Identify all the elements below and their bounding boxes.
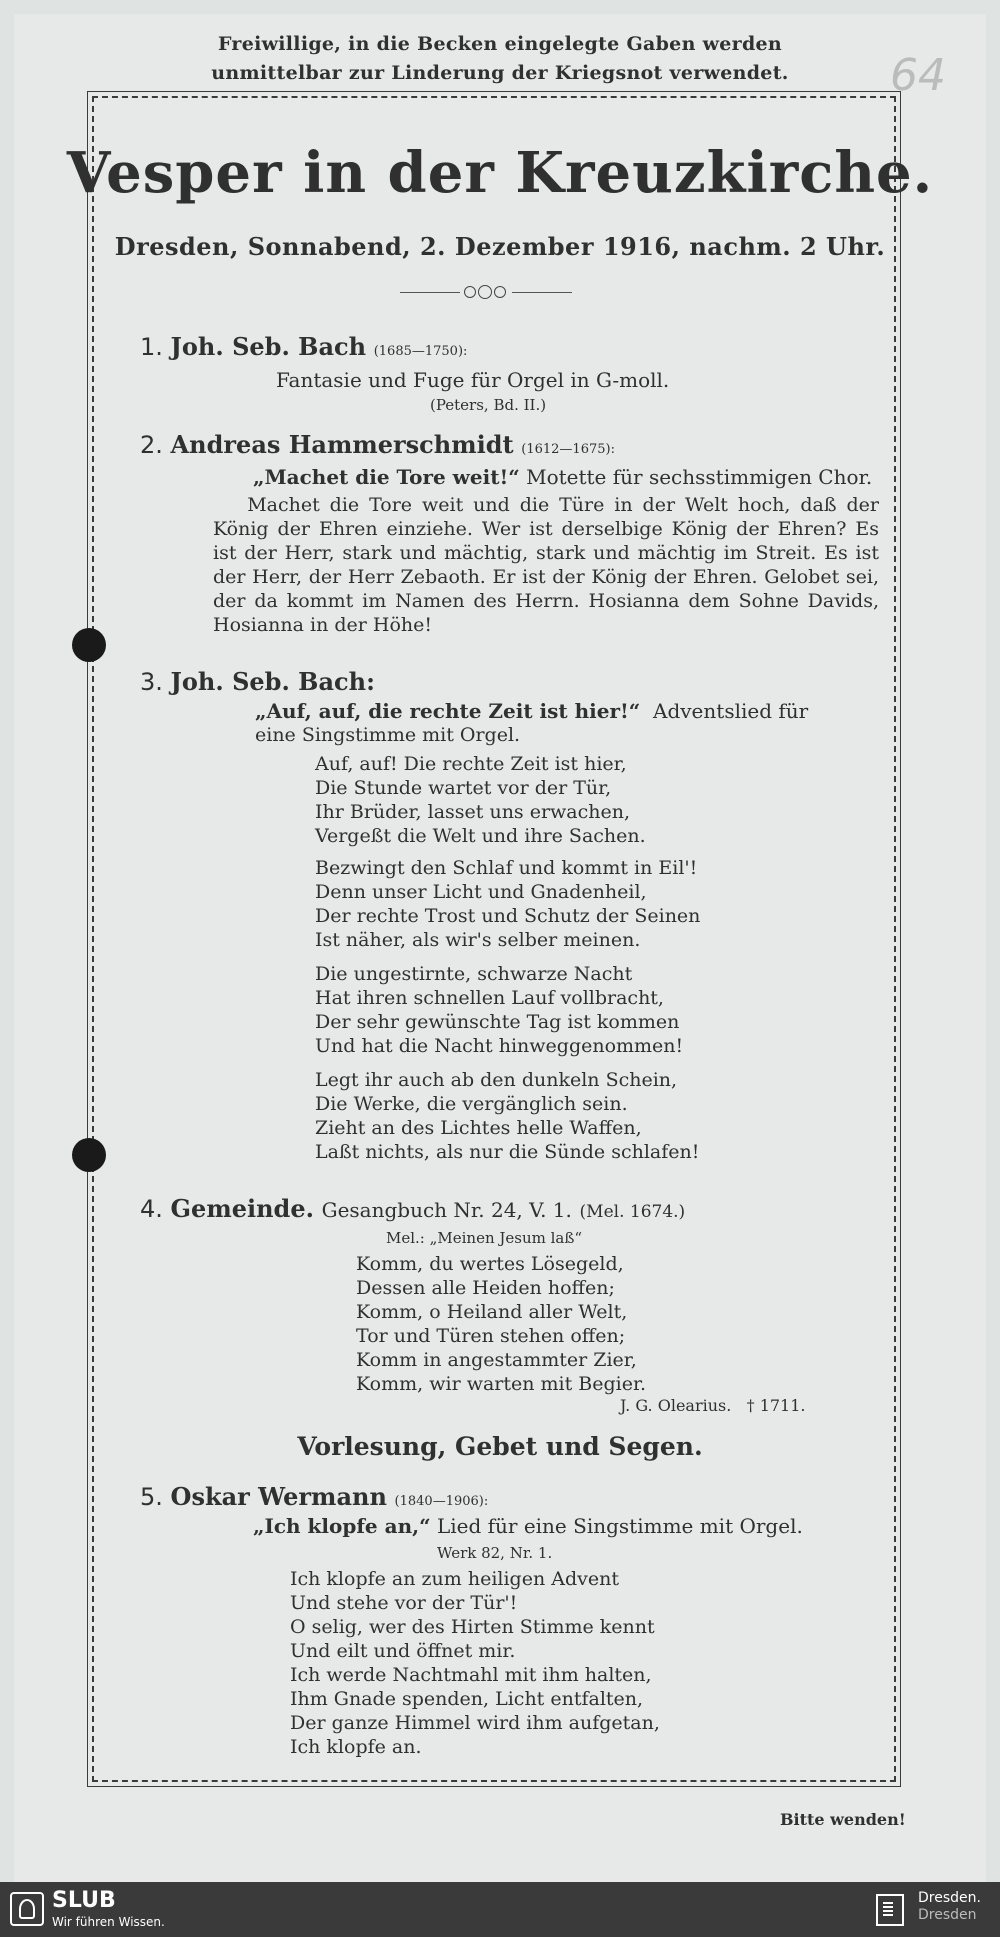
item-4-work: Gesangbuch Nr. 24, V. 1. (321, 1198, 572, 1222)
item-3-work-desc: eine Singstimme mit Orgel. (255, 724, 521, 746)
item-1-heading: 1. Joh. Seb. Bach (1685—1750): (140, 332, 468, 361)
stanza-3-line-2: Hat ihren schnellen Lauf vollbracht, (315, 987, 664, 1009)
notice-line-2: unmittelbar zur Linderung der Kriegsnot verwendet. (211, 62, 789, 84)
stanza-1-line-3: Ihr Brüder, lasset uns erwachen, (315, 801, 631, 823)
stanza-3-line-1: Die ungestirnte, schwarze Nacht (315, 963, 633, 985)
please-turn-note: Bitte wenden! (780, 1810, 906, 1829)
stanza-2-line-3: Der rechte Trost und Schutz der Seinen (315, 905, 701, 927)
stanza-1-line-2: Die Stunde wartet vor der Tür, (315, 777, 612, 799)
item-5-composer: Oskar Wermann (170, 1482, 387, 1511)
song-line-7: Der ganze Himmel wird ihm aufgetan, (290, 1712, 660, 1734)
song-line-4: Und eilt und öffnet mir. (290, 1640, 516, 1662)
item-5-dates: (1840—1906): (394, 1494, 489, 1509)
notice-line-1: Freiwillige, in die Becken eingelegte Gaben werden (217, 33, 783, 55)
item-2-work: „Machet die Tore weit!“ Motette für sechsstimmigen Chor. (253, 465, 873, 489)
item-5-work: „Ich klopfe an,“ Lied für eine Singstimme mit Orgel. (253, 1514, 803, 1538)
stanza-4-line-3: Zieht an des Lichtes helle Waffen, (315, 1117, 642, 1139)
slub-logo-icon[interactable] (10, 1892, 44, 1926)
item-4-composer: Gemeinde. (170, 1194, 314, 1223)
stanza-2-line-4: Ist näher, als wir's selber meinen. (315, 929, 641, 951)
item-5-opus: Werk 82, Nr. 1. (437, 1544, 553, 1562)
song-line-5: Ich werde Nachtmahl mit ihm halten, (290, 1664, 652, 1686)
stanza-4-line-4: Laßt nichts, als nur die Sünde schlafen! (315, 1141, 700, 1163)
handwritten-number: 64 (890, 50, 946, 101)
item-2-dates: (1612—1675): (521, 442, 615, 457)
stanza-1-line-1: Auf, auf! Die rechte Zeit ist hier, (315, 753, 627, 775)
reading-heading: Vorlesung, Gebet und Segen. (297, 1432, 703, 1461)
song-line-6: Ihm Gnade spenden, Licht entfalten, (290, 1688, 644, 1710)
stanza-2-line-2: Denn unser Licht und Gnadenheil, (315, 881, 647, 903)
hymn-line-6: Komm, wir warten mit Begier. (356, 1373, 647, 1395)
item-1-work: Fantasie und Fuge für Orgel in G-moll. (276, 368, 670, 392)
hymn-line-4: Tor und Türen stehen offen; (356, 1325, 626, 1347)
stanza-4-line-1: Legt ihr auch ab den dunkeln Schein, (315, 1069, 678, 1091)
footer-brand[interactable]: SLUB (52, 1888, 116, 1913)
footer-tagline: Wir führen Wissen. (52, 1915, 165, 1929)
hymn-author: J. G. Olearius. † 1711. (620, 1396, 806, 1415)
stanza-2-line-1: Bezwingt den Schlaf und kommt in Eil'! (315, 857, 698, 879)
item-2-heading: 2. Andreas Hammerschmidt (1612—1675): (140, 430, 615, 459)
stanza-3-line-4: Und hat die Nacht hinweggenommen! (315, 1035, 684, 1057)
song-line-8: Ich klopfe an. (290, 1736, 422, 1758)
punch-hole-top (72, 628, 106, 662)
item-4-mel: (Mel. 1674.) (579, 1202, 686, 1222)
ornament-divider (400, 283, 580, 303)
item-4-melody: Mel.: „Meinen Jesum laß“ (386, 1229, 583, 1247)
song-line-2: Und stehe vor der Tür'! (290, 1592, 518, 1614)
stanza-3-line-3: Der sehr gewünschte Tag ist kommen (315, 1011, 680, 1033)
item-5-heading: 5. Oskar Wermann (1840—1906): (140, 1482, 489, 1511)
item-1-composer: Joh. Seb. Bach (170, 332, 367, 361)
item-3-heading: 3. Joh. Seb. Bach: (140, 667, 375, 696)
punch-hole-bottom (72, 1138, 106, 1172)
hymn-line-1: Komm, du wertes Lösegeld, (356, 1253, 624, 1275)
item-2-text: Machet die Tore weit und die Türe in der Welt hoch, daß der König der Ehren einziehe. Wer ist derselbige König der Ehren? Es ist der Herr, stark und mächtig, stark und mächtig im Streit. Es ist der Herr, der Herr Zebaoth. Er ist der König der Ehren. Gelobet sei, der da kommt im Namen des Herrn. Hosianna dem Sohne Davids, Hosianna in der Höhe! (213, 494, 879, 636)
stanza-1-line-4: Vergeßt die Welt und ihre Sachen. (315, 825, 646, 847)
item-1-note: (Peters, Bd. II.) (430, 396, 547, 414)
dresden-crest-icon[interactable] (876, 1894, 904, 1926)
item-1-dates: (1685—1750): (373, 344, 468, 359)
hymn-line-2: Dessen alle Heiden hoffen; (356, 1277, 615, 1299)
song-line-3: O selig, wer des Hirten Stimme kennt (290, 1616, 655, 1638)
stanza-4-line-2: Die Werke, die vergänglich sein. (315, 1093, 628, 1115)
hymn-line-5: Komm in angestammter Zier, (356, 1349, 637, 1371)
item-3-composer: Joh. Seb. Bach: (170, 667, 375, 696)
page-subtitle: Dresden, Sonnabend, 2. Dezember 1916, nachm. 2 Uhr. (114, 232, 886, 261)
item-3-work: „Auf, auf, die rechte Zeit ist hier!“ Adventslied für (255, 699, 809, 723)
viewer-footer (0, 1882, 1000, 1937)
song-line-1: Ich klopfe an zum heiligen Advent (290, 1568, 619, 1590)
item-2-composer: Andreas Hammerschmidt (170, 430, 514, 459)
page-title: Vesper in der Kreuzkirche. (66, 140, 934, 206)
donation-notice (0, 30, 1000, 88)
dresden-wordmark[interactable]: Dresden. Dresden (918, 1890, 981, 1923)
hymn-line-3: Komm, o Heiland aller Welt, (356, 1301, 628, 1323)
item-4-heading: 4. Gemeinde. Gesangbuch Nr. 24, V. 1. (Mel. 1674.) (140, 1194, 686, 1223)
